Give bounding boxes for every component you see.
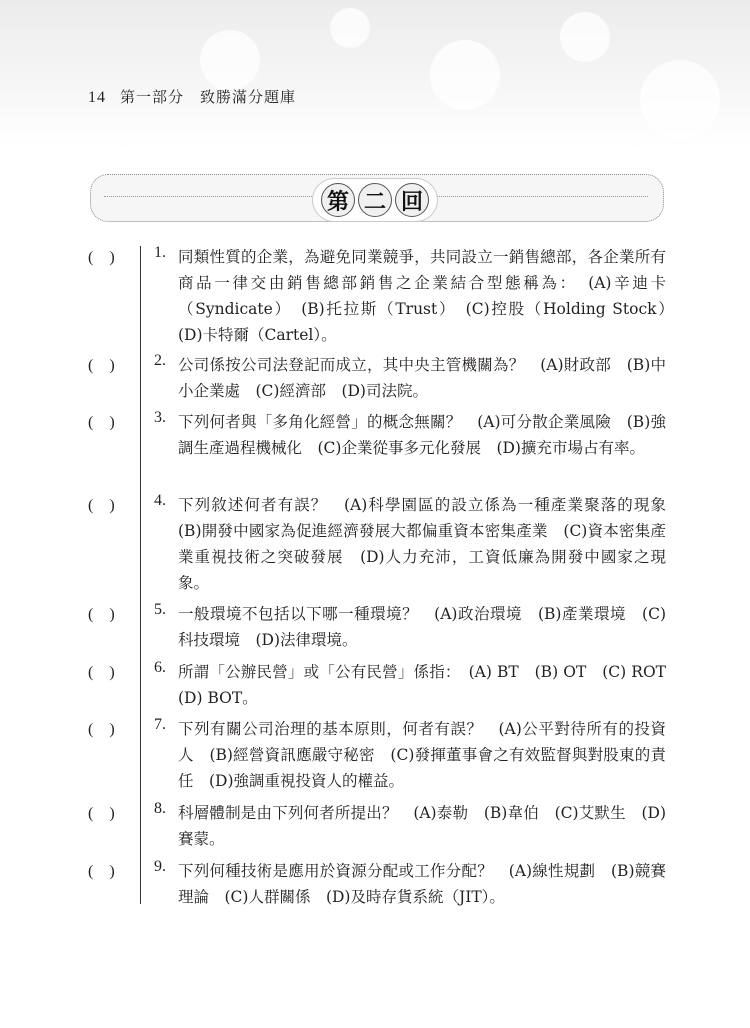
answer-blank: ( ) <box>88 863 115 880</box>
question-number: 8. <box>154 800 166 817</box>
title-char: 第 <box>321 183 355 217</box>
answer-blank: ( ) <box>88 805 115 822</box>
title-char: 二 <box>358 183 392 217</box>
question-text: 科層體制是由下列何者所提出？ (A)泰勒 (B)韋伯 (C)艾默生 (D)賽蒙。 <box>178 804 666 848</box>
question-text: 公司係按公司法登記而成立，其中央主管機關為？ (A)財政部 (B)中小企業處 (C)經濟部 (D)司法院。 <box>178 356 666 400</box>
question-number: 1. <box>154 244 166 261</box>
bokeh-decoration <box>430 40 500 110</box>
question-number: 7. <box>154 716 166 733</box>
question-number: 2. <box>154 352 166 369</box>
bokeh-decoration <box>640 60 720 140</box>
page-number: 14 <box>88 89 106 106</box>
question-number: 9. <box>154 858 166 875</box>
answer-blank: ( ) <box>88 414 115 431</box>
bokeh-decoration <box>200 30 260 90</box>
question-number: 4. <box>154 492 166 509</box>
answer-column-divider <box>140 246 141 904</box>
question-number: 5. <box>154 601 166 618</box>
question-number: 3. <box>154 409 166 426</box>
answer-blank: ( ) <box>88 664 115 681</box>
bokeh-decoration <box>560 12 610 62</box>
question-text: 同類性質的企業，為避免同業競爭，共同設立一銷售總部，各企業所有商品一律交由銷售總部銷售之企業結合型態稱為： (A)辛迪卡（Syndicate） (B)托拉斯（Trust） (C)控股（Holding Stock） (D)卡特爾（Cartel）。 <box>178 248 682 344</box>
answer-blank: ( ) <box>88 606 115 623</box>
question-text: 下列何者與「多角化經營」的概念無關？ (A)可分散企業風險 (B)強調生產過程機械化 (C)企業從事多元化發展 (D)擴充市場占有率。 <box>178 413 666 457</box>
answer-blank: ( ) <box>88 249 115 266</box>
answer-blank: ( ) <box>88 357 115 374</box>
question-text: 下列何種技術是應用於資源分配或工作分配？ (A)線性規劃 (B)競賽理論 (C)人群關係 (D)及時存貨系統（JIT）。 <box>178 862 666 906</box>
question-number: 6. <box>154 659 166 676</box>
answer-blank: ( ) <box>88 497 115 514</box>
question-text: 下列有關公司治理的基本原則，何者有誤？ (A)公平對待所有的投資人 (B)經營資訊應嚴守秘密 (C)發揮董事會之有效監督與對股東的責任 (D)強調重視投資人的權益。 <box>178 720 666 790</box>
running-head <box>88 86 296 107</box>
answer-blank: ( ) <box>88 721 115 738</box>
title-char: 回 <box>395 183 429 217</box>
question-text: 所謂「公辦民營」或「公有民營」係指： (A) BT (B) OT (C) ROT (D) BOT。 <box>178 663 682 707</box>
question-text: 下列敘述何者有誤？ (A)科學園區的設立係為一種產業聚落的現象 (B)開發中國家為促進經濟發展大都偏重資本密集產業 (C)資本密集產業重視技術之突破發展 (D)人力充沛，工資低廉為開發中國家之現象。 <box>178 496 682 592</box>
section-title: 第一部分 致勝滿分題庫 <box>120 88 297 106</box>
header-background <box>0 0 750 150</box>
page-title <box>312 178 438 222</box>
bokeh-decoration <box>330 8 370 48</box>
question-text: 一般環境不包括以下哪一種環境？ (A)政治環境 (B)產業環境 (C)科技環境 (D)法律環境。 <box>178 605 666 649</box>
